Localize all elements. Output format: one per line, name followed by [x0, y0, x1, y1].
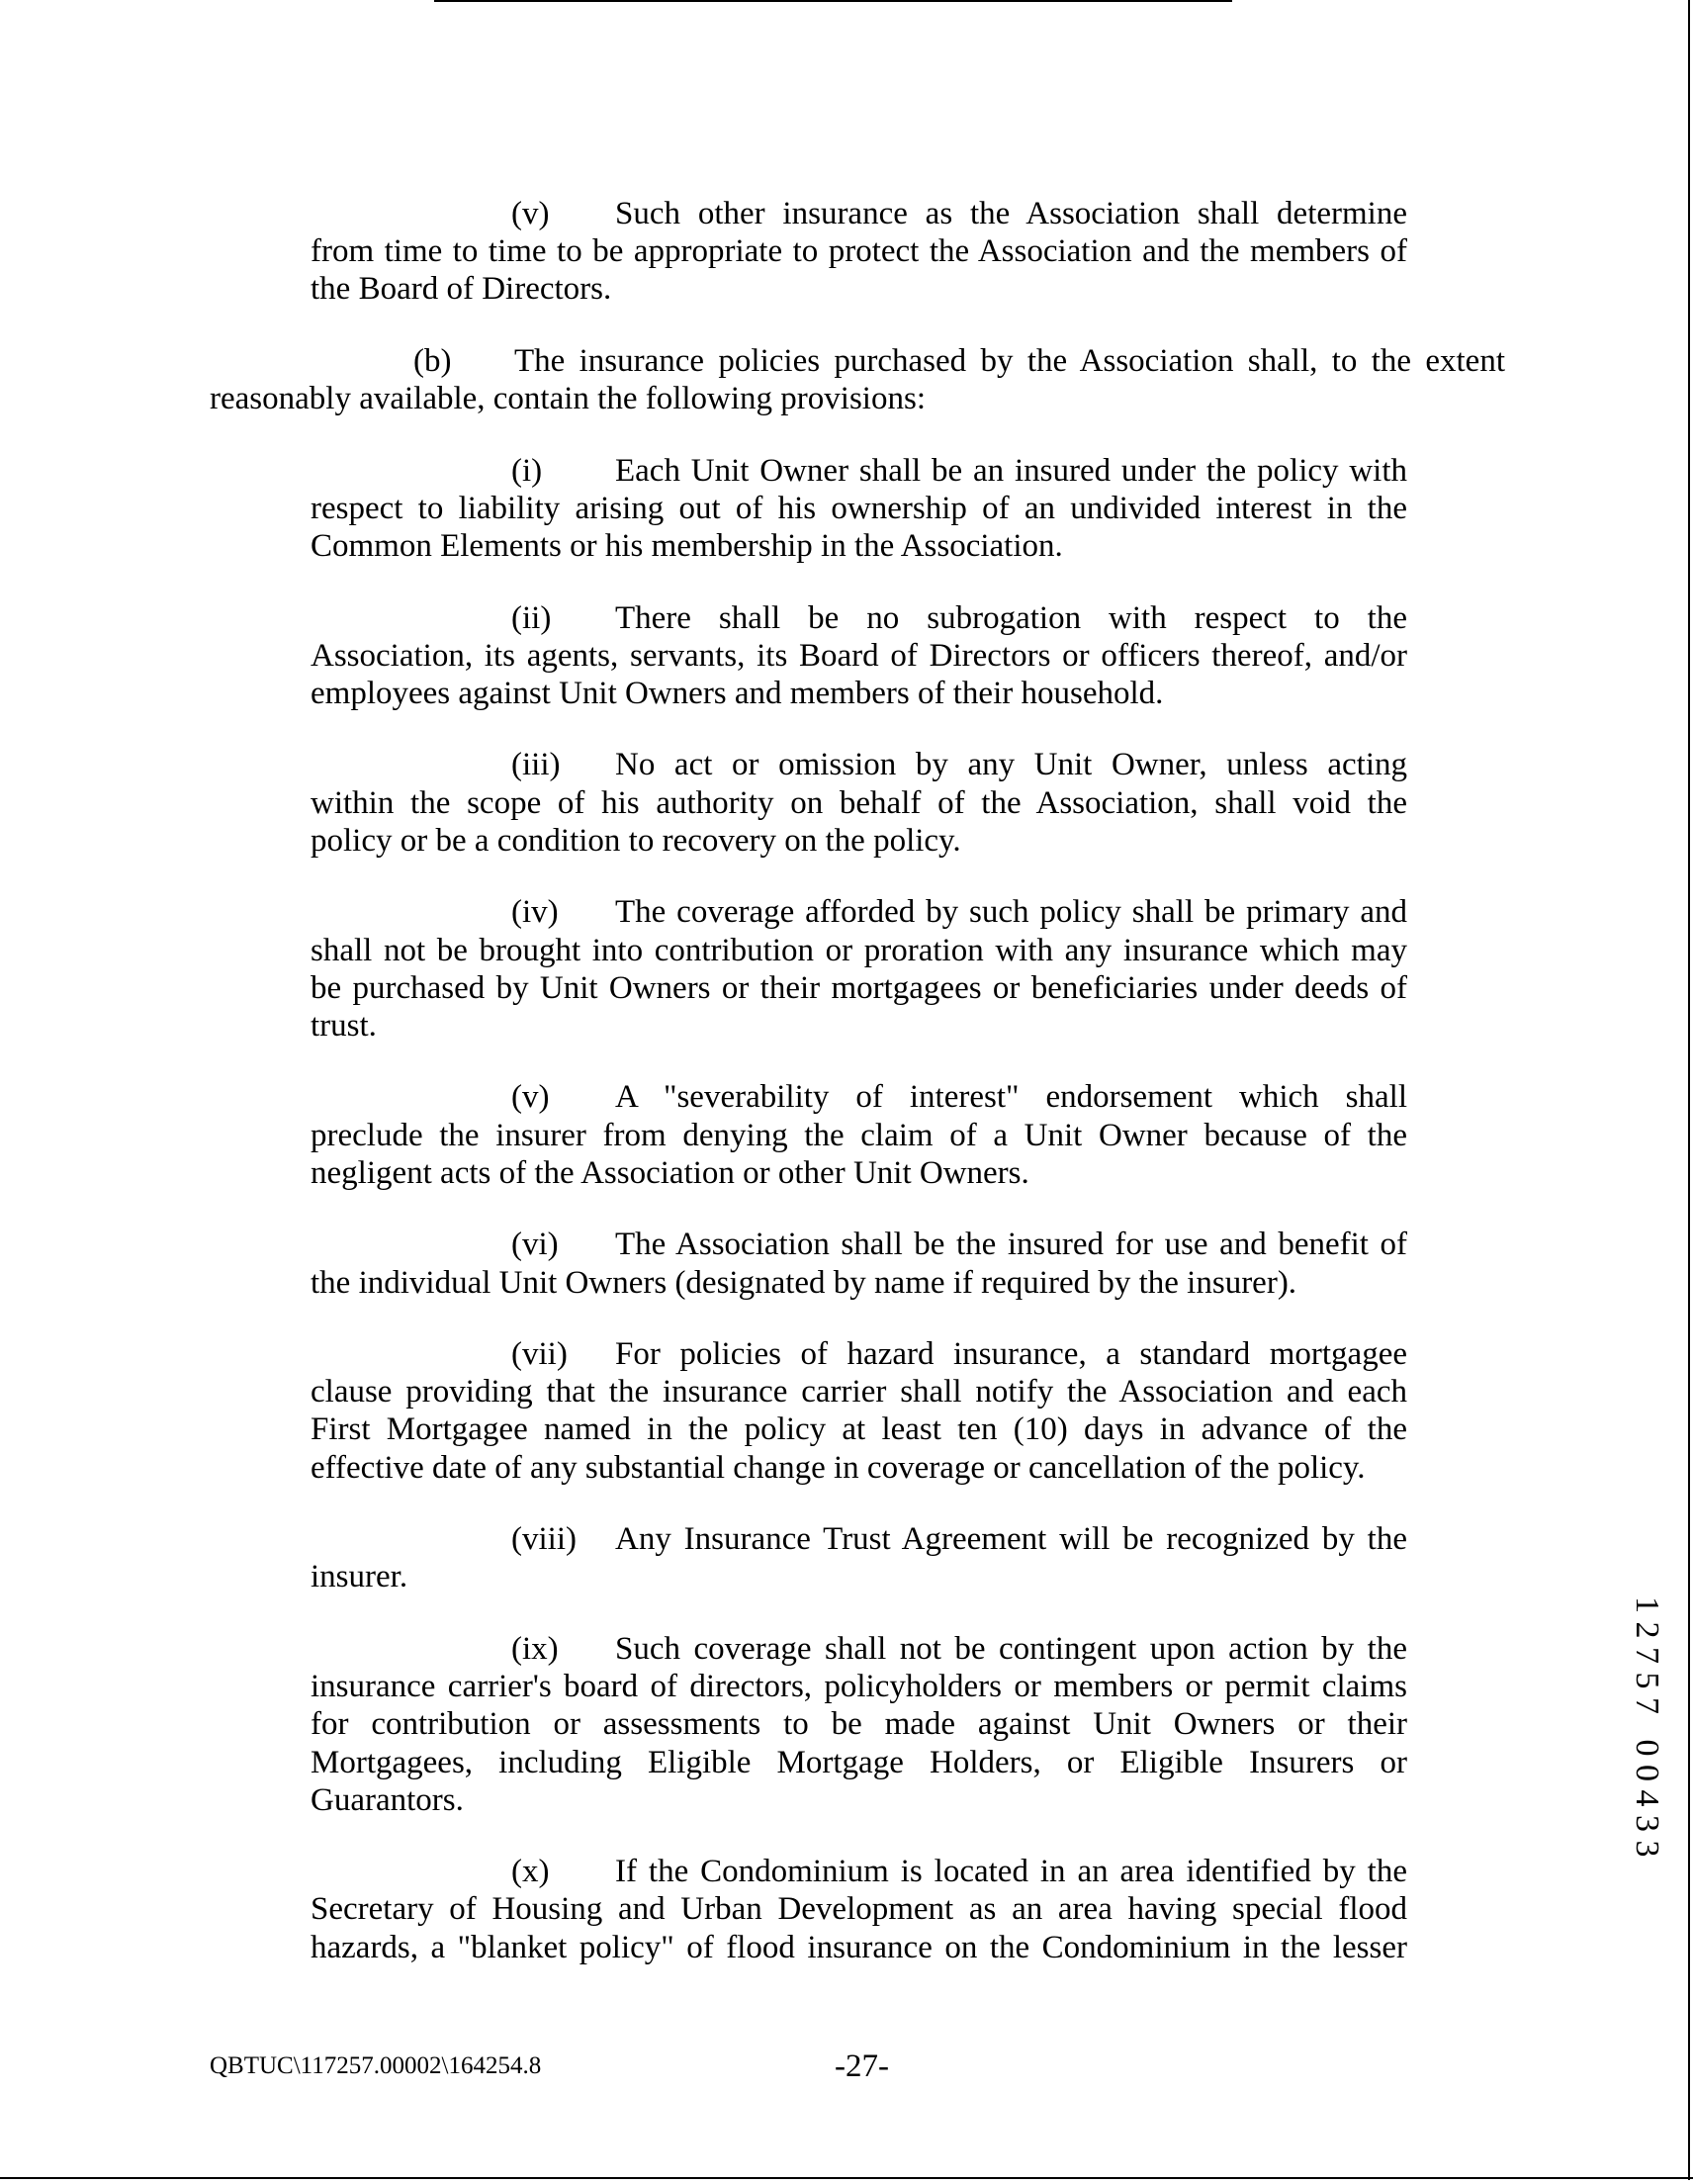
provision-ii — [311, 599, 1407, 713]
line-text: for contribution or assessments to be made against Unit Owners or their — [311, 1706, 1407, 1743]
paragraph-first-line — [311, 195, 1407, 232]
line-text: The Association shall be the insured for use and benefit of — [615, 1227, 1407, 1263]
line-text: clause providing that the insurance carrier shall notify the Association and each — [311, 1374, 1407, 1410]
line-text: the Board of Directors. — [311, 271, 612, 308]
item-label: (vi) — [511, 1227, 559, 1263]
top-rule — [434, 0, 1232, 2]
provision-vi — [311, 1226, 1407, 1301]
line-text: Common Elements or his membership in the Association. — [311, 528, 1063, 565]
item-label: (vii) — [511, 1336, 568, 1373]
line-text: A "severability of interest" endorsement which shall — [615, 1079, 1407, 1116]
line-text: The coverage afforded by such policy shall be primary and — [615, 894, 1407, 931]
line-text: hazards, a "blanket policy" of flood insurance on the Condominium in the lesser — [311, 1929, 1407, 1965]
paragraph-first-line — [311, 893, 1407, 931]
line-text: Such coverage shall not be contingent upon action by the — [615, 1630, 1407, 1667]
paragraph-first-line — [311, 452, 1407, 490]
provision-iv — [311, 893, 1407, 1045]
line-text: negligent acts of the Association or other Unit Owners. — [311, 1154, 1029, 1191]
line-text: Mortgagees, including Eligible Mortgage Holders, or Eligible Insurers or — [311, 1744, 1407, 1780]
item-label: (viii) — [511, 1521, 577, 1558]
item-label: (iv) — [511, 894, 559, 931]
provision-ix — [311, 1630, 1407, 1819]
line-text: For policies of hazard insurance, a standard mortgagee — [615, 1336, 1407, 1373]
line-text: policy or be a condition to recovery on the policy. — [311, 822, 961, 859]
line-text: effective date of any substantial change in coverage or cancellation of the policy. — [311, 1449, 1366, 1486]
document-body — [0, 195, 1693, 2000]
line-text: insurer. — [311, 1559, 408, 1595]
paragraph-first-line — [311, 1335, 1407, 1373]
line-text: preclude the insurer from denying the claim of a Unit Owner because of the — [311, 1117, 1407, 1153]
line-text: employees against Unit Owners and members of their household. — [311, 675, 1164, 711]
line-text: respect to liability arising out of his ownership of an undivided interest in the — [311, 490, 1407, 526]
paragraph-first-line — [311, 1630, 1407, 1668]
line-text: Association, its agents, servants, its Board of Directors or officers thereof, and/or — [311, 637, 1407, 674]
line-text: Guarantors. — [311, 1781, 464, 1818]
bottom-edge-rule — [0, 2177, 1693, 2179]
provision-iii — [311, 746, 1407, 860]
paragraph-first-line — [311, 1078, 1407, 1116]
provision-vii — [311, 1335, 1407, 1487]
item-label: (ii) — [511, 599, 552, 636]
recording-stamp: 12757 00433 — [1629, 1596, 1665, 1866]
line-text: Secretary of Housing and Urban Development as an area having special flood — [311, 1891, 1407, 1928]
line-text: The insurance policies purchased by the Association shall, to the extent — [514, 342, 1505, 379]
line-text: Any Insurance Trust Agreement will be recognized by the — [615, 1521, 1407, 1558]
provision-i — [311, 452, 1407, 566]
line-text: insurance carrier's board of directors, policyholders or members or permit claims — [311, 1669, 1407, 1705]
item-label: (b) — [413, 342, 452, 379]
provision-v — [311, 1078, 1407, 1192]
line-text: No act or omission by any Unit Owner, unless acting — [615, 747, 1407, 783]
page-number: -27- — [835, 2048, 889, 2084]
line-text: If the Condominium is located in an area identified by the — [615, 1854, 1407, 1890]
document-id: QBTUC\117257.00002\164254.8 — [210, 2052, 542, 2079]
line-text: from time to time to be appropriate to protect the Association and the members of — [311, 233, 1407, 270]
paragraph-b-policy-provisions — [210, 342, 1505, 417]
line-text: There shall be no subrogation with respect to the — [615, 599, 1407, 636]
item-label: (i) — [511, 452, 543, 489]
paragraph-first-line — [311, 746, 1407, 783]
line-text: Each Unit Owner shall be an insured under the policy with — [615, 452, 1407, 489]
paragraph-first-line — [210, 342, 1505, 380]
provision-x — [311, 1853, 1407, 1966]
item-label: (v) — [511, 1079, 550, 1116]
paragraph-first-line — [311, 1226, 1407, 1263]
paragraph-first-line — [311, 1853, 1407, 1890]
line-text: shall not be brought into contribution or proration with any insurance which may — [311, 932, 1407, 968]
line-text: within the scope of his authority on behalf of the Association, shall void the — [311, 784, 1407, 821]
item-label: (iii) — [511, 747, 561, 783]
provision-viii — [311, 1520, 1407, 1595]
paragraph-first-line — [311, 1520, 1407, 1558]
line-text: First Mortgagee named in the policy at least ten (10) days in advance of the — [311, 1411, 1407, 1448]
item-label: (x) — [511, 1854, 550, 1890]
line-text: trust. — [311, 1007, 377, 1044]
line-text: Such other insurance as the Association shall determine — [615, 196, 1407, 231]
line-text: the individual Unit Owners (designated by name if required by the insurer). — [311, 1264, 1297, 1301]
item-v-other-insurance — [311, 195, 1407, 309]
item-label: (ix) — [511, 1630, 559, 1667]
line-text: reasonably available, contain the following provisions: — [210, 381, 926, 417]
paragraph-first-line — [311, 599, 1407, 637]
item-label: (v) — [511, 196, 550, 231]
line-text: be purchased by Unit Owners or their mortgagees or beneficiaries under deeds of — [311, 969, 1407, 1006]
